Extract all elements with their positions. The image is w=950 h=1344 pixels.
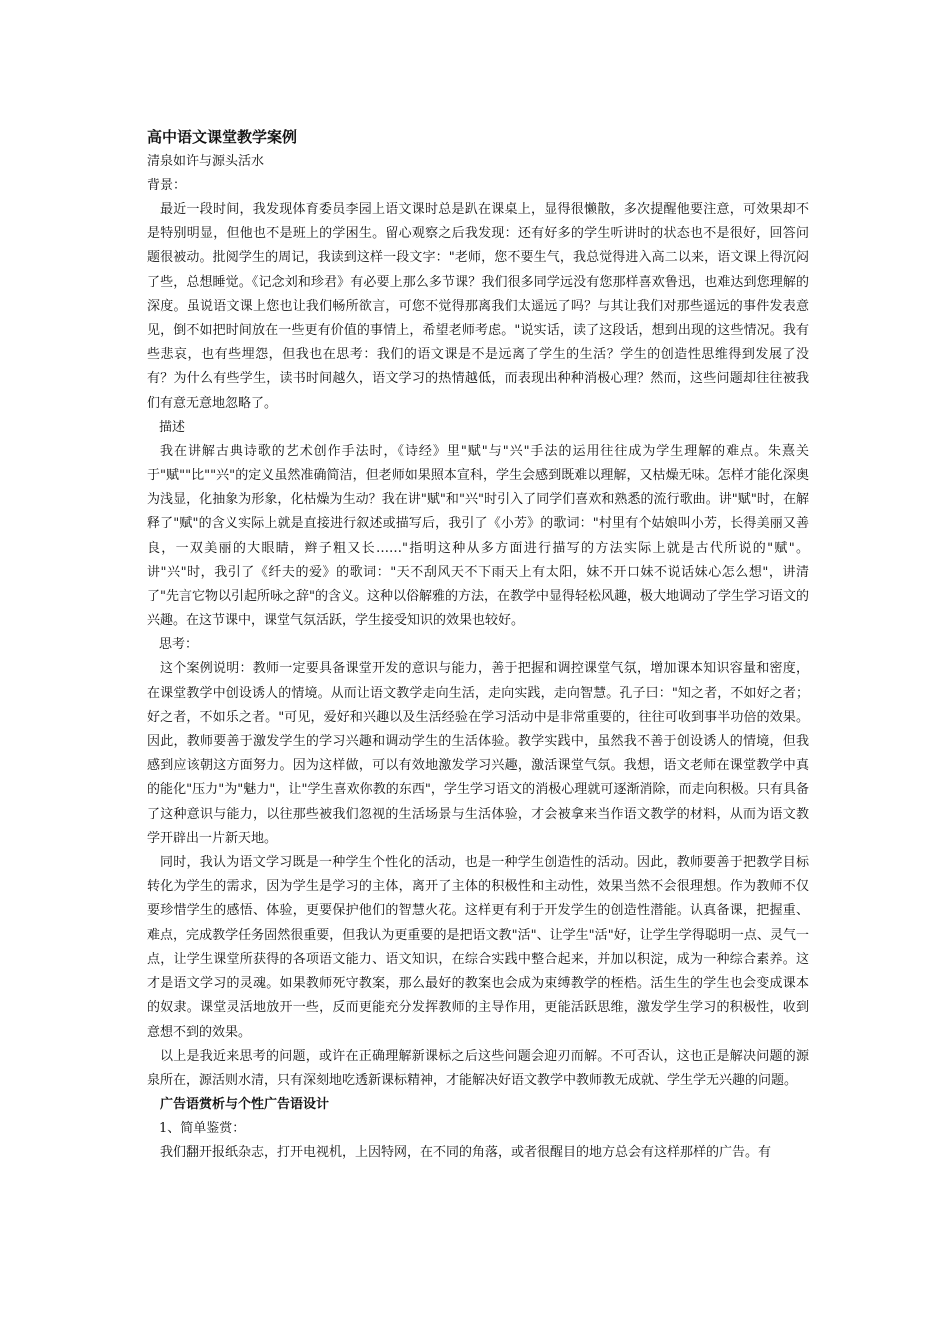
reflection-paragraph-1: 这个案例说明：教师一定要具备课堂开发的意识与能力，善于把握和调控课堂气氛，增加课本知识容量和密度，在课堂教学中创设诱人的情境。从而让语文教学走向生活，走向实践，走向智慧。孔子曰："知之者，不如好之者；好之者，不如乐之者。"可见，爱好和兴趣以及生活经验在学习活动中是非常重要的，往往可收到事半功倍的效果。因此，教师要善于激发学生的学习兴趣和调动学生的生活体验。教学实践中，虽然我不善于创设诱人的情境，但我感到应该朝这方面努力。因为这样做，可以有效地激发学习兴趣，激活课堂气氛。我想，语文老师在课堂教学中真的能化"压力"为"魅力"，让"学生喜欢你教的东西"，学生学习语文的消极心理就可逐渐消除，而走向积极。只有具备了这种意识与能力，以往那些被我们忽视的生活场景与生活体验，才会被拿来当作语文教学的材料，从而为语文教学开辟出一片新天地。 <box>147 661 809 846</box>
section2-paragraph: 我们翻开报纸杂志，打开电视机，上因特网，在不同的角落，或者很醒目的地方总会有这样那样的广告。有 <box>160 1145 772 1161</box>
reflection-label: 思考： <box>159 637 199 653</box>
conclusion-paragraph: 以上是我近来思考的问题，或许在正确理解新课标之后这些问题会迎刃而解。不可否认，这也正是解决问题的源泉所在，源活则水清，只有深刻地吃透新课标精神，才能解决好语文教学中教师教无成就、学生学无兴趣的问题。 <box>147 1048 809 1088</box>
document-page <box>147 124 809 1165</box>
section2-item-1: 1、简单鉴赏： <box>159 1121 246 1137</box>
document-title: 高中语文课堂教学案例 <box>147 128 298 146</box>
document-subtitle: 清泉如许与源头活水 <box>147 154 265 169</box>
description-label: 描述 <box>159 419 186 435</box>
description-paragraph: 我在讲解古典诗歌的艺术创作手法时，《诗经》里"赋"与"兴"手法的运用往往成为学生理解的难点。朱熹关于"赋""比""兴"的定义虽然准确简洁，但老师如果照本宣科，学生会感到既难以理解，又枯燥无味。怎样才能化深奥为浅显，化抽象为形象，化枯燥为生动？我在讲"赋"和"兴"时引入了同学们喜欢和熟悉的流行歌曲。讲"赋"时，在解释了"赋"的含义实际上就是直接进行叙述或描写后，我引了《小芳》的歌词："村里有个姑娘叫小芳，长得美丽又善良，一双美丽的大眼睛，辫子粗又长……"指明这种从多方面进行描写的方法实际上就是古代所说的"赋"。讲"兴"时，我引了《纤夫的爱》的歌词："天不刮风天不下雨天上有太阳，妹不开口妹不说话妹心怎么想"，讲清了"先言它物以引起所咏之辞"的含义。这种以俗解雅的方法，在教学中显得轻松风趣，极大地调动了学生学习语文的兴趣。在这节课中，课堂气氛活跃，学生接受知识的效果也较好。 <box>147 443 809 629</box>
section2-title: 广告语赏析与个性广告语设计 <box>160 1097 330 1113</box>
background-label: 背景： <box>147 178 187 193</box>
reflection-paragraph-2: 同时，我认为语文学习既是一种学生个性化的活动，也是一种学生创造性的活动。因此，教师要善于把教学目标转化为学生的需求，因为学生是学习的主体，离开了主体的积极性和主动性，效果当然不会很理想。作为教师不仅要珍惜学生的感悟、体验，更要保护他们的智慧火花。这样更有利于开发学生的创造性潜能。认真备课，把握重、难点，完成教学任务固然很重要，但我认为更重要的是把语文教"活"、让学生"活"好，让学生学得聪明一点、灵气一点，让学生课堂所获得的各项语文能力、语文知识，在综合实践中整合起来，并加以积淀，成为一种综合素养。这才是语文学习的灵魂。如果教师死守教案，那么最好的教案也会成为束缚教学的桎梏。活生生的学生也会变成课本的奴隶。课堂灵活地放开一些，反而更能充分发挥教师的主导作用，更能活跃思维，激发学生学习的积极性，收到意想不到的效果。 <box>147 855 809 1040</box>
background-paragraph: 最近一段时间，我发现体育委员李园上语文课时总是趴在课桌上，显得很懒散，多次提醒他要注意，可效果却不是特别明显，但他也不是班上的学困生。留心观察之后我发现：还有好多的学生听讲时的状态也不是很好，回答问题很被动。批阅学生的周记，我读到这样一段文字："老师，您不要生气，我总觉得进入高二以来，语文课上得沉闷了些，总想睡觉。《记念刘和珍君》有必要上那么多节课？我们很多同学远没有您那样喜欢鲁迅，也难达到您理解的深度。虽说语文课上您也让我们畅所欲言，可您不觉得那离我们太遥远了吗？与其让我们对那些遥远的事件发表意见，倒不如把时间放在一些更有价值的事情上，希望老师考虑。"说实话，读了这段话，想到出现的这些情况。我有些悲哀，也有些埋怨，但我也在思考：我们的语文课是不是远离了学生的生活？学生的创造性思维得到发展了没有？为什么有些学生，读书时间越久，语文学习的热情越低，而表现出种种消极心理？然而，这些问题却往往被我们有意无意地忽略了。 <box>147 202 809 411</box>
